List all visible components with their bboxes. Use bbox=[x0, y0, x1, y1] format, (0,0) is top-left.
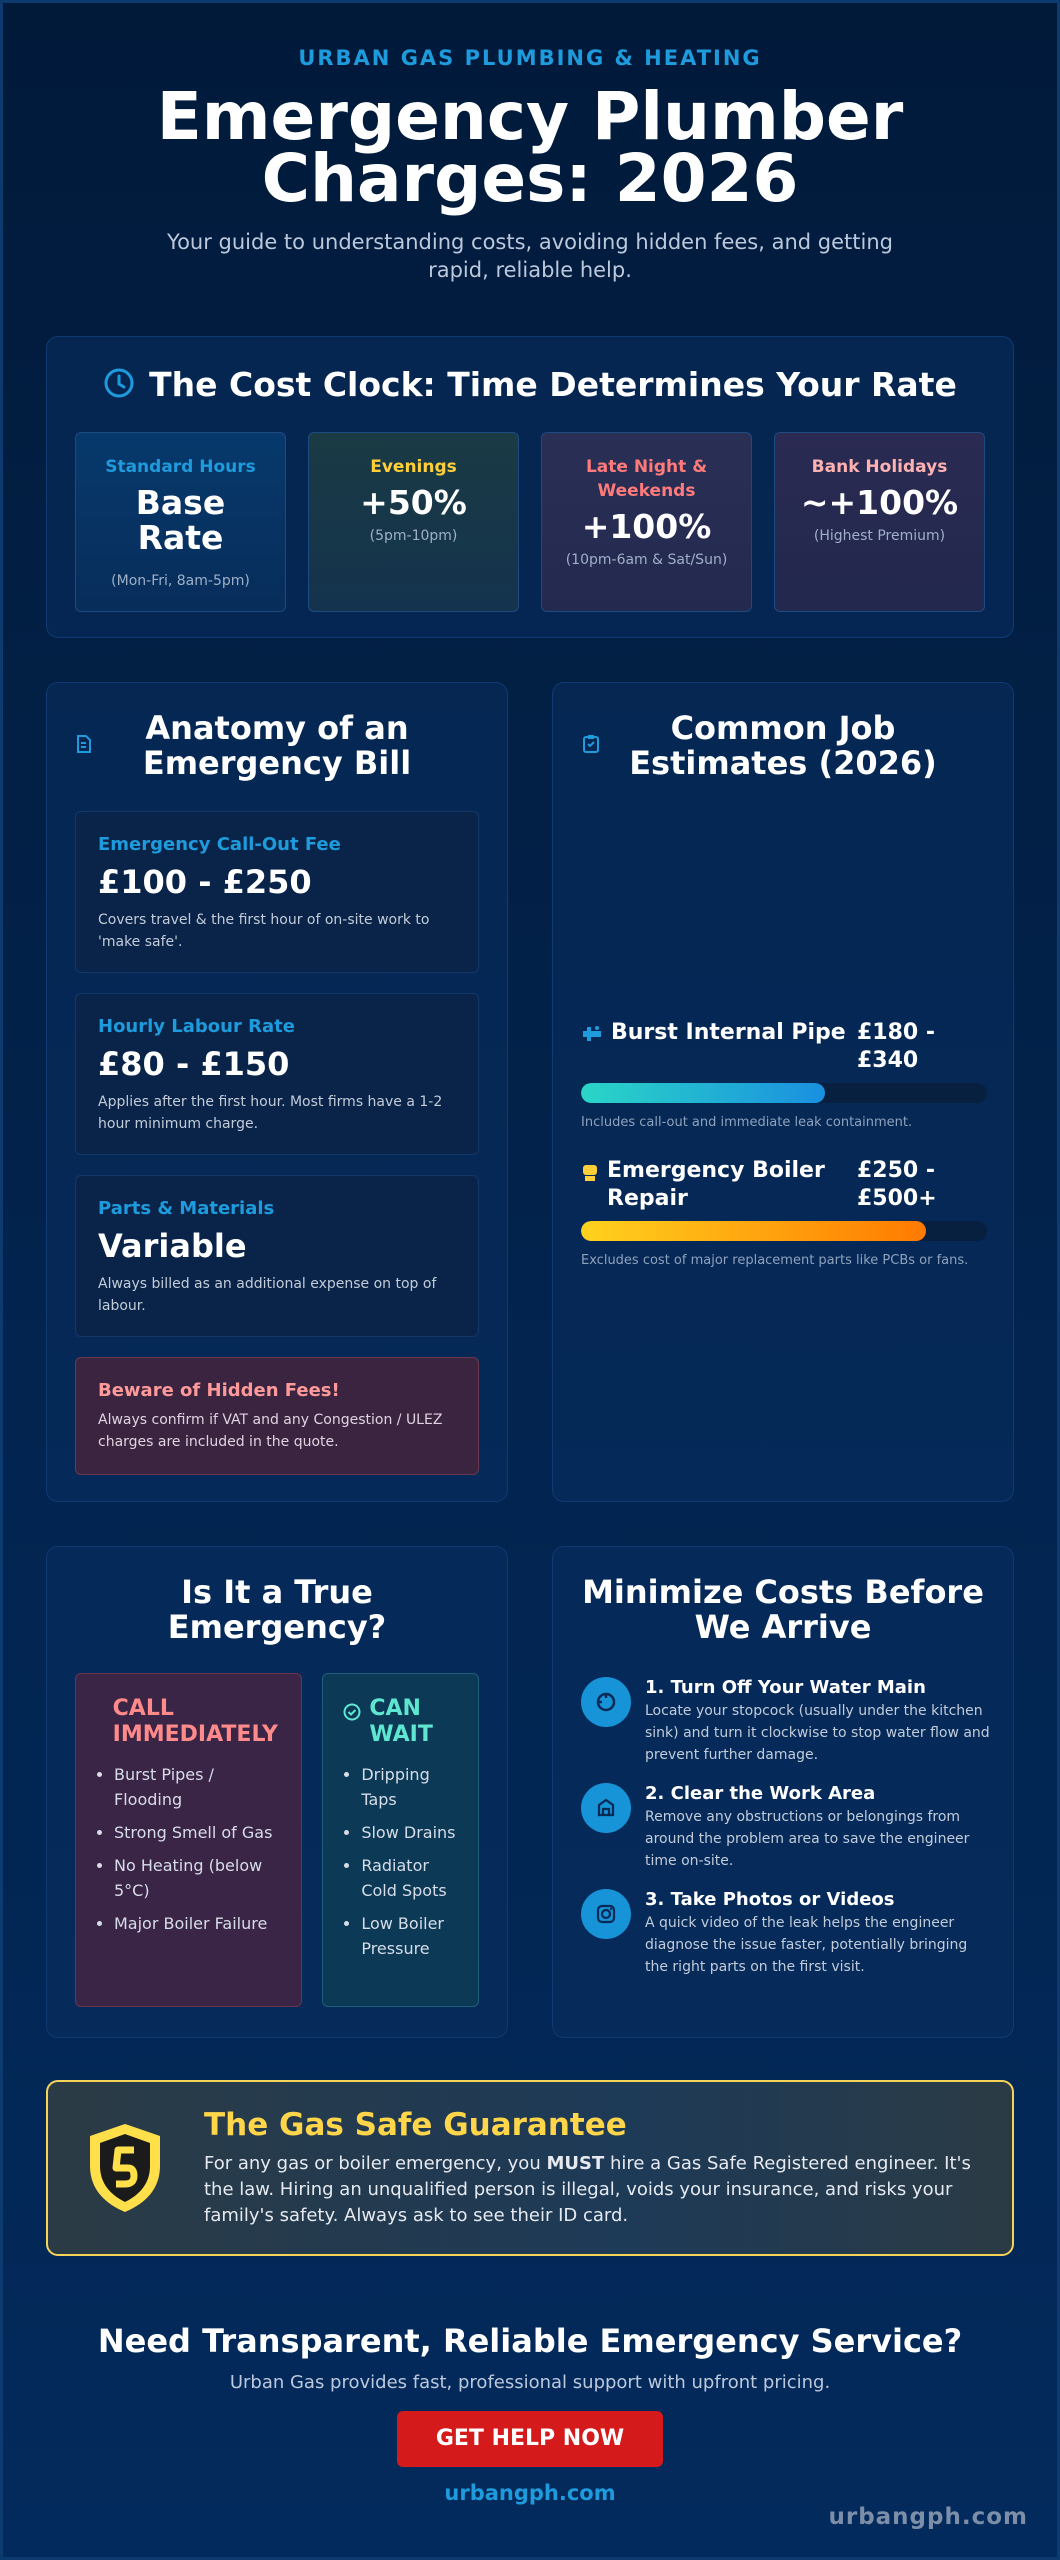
tier-standard bbox=[75, 432, 286, 612]
job-estimate-burst-pipe bbox=[581, 1019, 987, 1130]
bill-item-desc: Always billed as an additional expense on top of labour. bbox=[98, 1276, 437, 1314]
job-cost-bar bbox=[581, 1083, 987, 1103]
page-subtitle: Your guide to understanding costs, avoiding hidden fees, and getting rapid, reliable help. bbox=[167, 230, 893, 282]
cost-clock-title: The Cost Clock: Time Determines Your Rate bbox=[149, 365, 957, 404]
tier-late-night bbox=[541, 432, 752, 612]
clock-icon bbox=[103, 367, 135, 403]
bill-item-labour bbox=[75, 993, 479, 1155]
bill-item-parts bbox=[75, 1175, 479, 1337]
tip-clear-area bbox=[581, 1783, 991, 1872]
job-name: Emergency Boiler Repair bbox=[607, 1158, 825, 1211]
true-emergency-title: Is It a True Emergency? bbox=[167, 1573, 387, 1646]
tier-sub: (5pm-10pm) bbox=[369, 528, 458, 544]
list-item: • Major Boiler Failure bbox=[114, 1911, 281, 1936]
page-title: Emergency Plumber Charges: 2026 bbox=[156, 78, 904, 217]
job-note: Includes call-out and immediate leak containment. bbox=[581, 1115, 913, 1130]
bill-anatomy-section bbox=[46, 682, 508, 1502]
job-cost-bar-fill bbox=[581, 1221, 926, 1241]
boiler-icon bbox=[581, 1163, 599, 1187]
page-header bbox=[0, 0, 1060, 284]
pipe-icon bbox=[581, 1025, 603, 1047]
can-wait-label: CAN WAIT bbox=[369, 1696, 433, 1747]
get-help-button[interactable]: GET HELP NOW bbox=[397, 2411, 663, 2467]
list-item: • Burst Pipes / Flooding bbox=[114, 1762, 281, 1812]
minimize-costs-title: Minimize Costs Before We Arrive bbox=[582, 1573, 984, 1646]
job-estimate-boiler-repair bbox=[581, 1157, 987, 1268]
cta-section bbox=[0, 2322, 1060, 2505]
brand-name: URBAN GAS PLUMBING & HEATING bbox=[298, 46, 762, 70]
tip-turn-off-water bbox=[581, 1677, 991, 1766]
tip-desc: Remove any obstructions or belongings from around the problem area to save the engineer time on-site. bbox=[645, 1809, 970, 1869]
bill-item-label: Parts & Materials bbox=[98, 1198, 275, 1219]
bill-item-desc: Covers travel & the first hour of on-site work to 'make safe'. bbox=[98, 912, 430, 950]
hidden-fees-warning bbox=[75, 1357, 479, 1475]
valve-icon bbox=[581, 1677, 631, 1727]
box-icon bbox=[581, 1783, 631, 1833]
tip-desc: Locate your stopcock (usually under the kitchen sink) and turn it clockwise to stop water flow and prevent further damage. bbox=[645, 1703, 990, 1763]
tier-value: ~+100% bbox=[800, 483, 959, 522]
guarantee-text: For any gas or boiler emergency, you MUST hire a Gas Safe Registered engineer. It's the law. Hiring an unqualified person is illegal, voids your insurance, and risks your family's safety. Always ask to see their ID card. bbox=[204, 2153, 971, 2226]
tip-title: 2. Clear the Work Area bbox=[645, 1783, 876, 1804]
tier-value: +100% bbox=[581, 507, 712, 546]
job-price: £180 - £340 bbox=[857, 1020, 936, 1073]
bill-anatomy-title: Anatomy of an Emergency Bill bbox=[142, 709, 412, 782]
tier-bank-holidays bbox=[774, 432, 985, 612]
tier-name: Evenings bbox=[370, 457, 457, 477]
warning-desc: Always confirm if VAT and any Congestion / ULEZ charges are included in the quote. bbox=[98, 1412, 443, 1450]
list-item: • Slow Drains bbox=[361, 1820, 458, 1845]
job-cost-bar bbox=[581, 1221, 987, 1241]
list-item: • No Heating (below 5°C) bbox=[114, 1853, 281, 1903]
true-emergency-section bbox=[46, 1546, 508, 2038]
warning-label: Beware of Hidden Fees! bbox=[98, 1380, 340, 1401]
tier-name: Bank Holidays bbox=[811, 457, 948, 477]
tier-sub: (10pm-6am & Sat/Sun) bbox=[565, 552, 728, 568]
call-immediately-column bbox=[75, 1673, 302, 2007]
cta-subtitle: Urban Gas provides fast, professional support with upfront pricing. bbox=[229, 2372, 831, 2393]
cost-clock-section bbox=[46, 336, 1014, 638]
job-price: £250 - £500+ bbox=[857, 1158, 937, 1211]
bill-item-callout bbox=[75, 811, 479, 973]
watermark: urbangph.com bbox=[828, 2504, 1028, 2530]
tier-sub: (Mon-Fri, 8am-5pm) bbox=[111, 573, 250, 589]
job-estimates-title: Common Job Estimates (2026) bbox=[629, 709, 937, 782]
tier-sub: (Highest Premium) bbox=[813, 528, 946, 544]
tip-title: 3. Take Photos or Videos bbox=[645, 1889, 895, 1910]
job-note: Excludes cost of major replacement parts like PCBs or fans. bbox=[581, 1253, 969, 1268]
bill-item-value: Variable bbox=[98, 1227, 247, 1265]
guarantee-title: The Gas Safe Guarantee bbox=[204, 2107, 627, 2143]
camera-icon bbox=[581, 1889, 631, 1939]
guarantee-emphasis: MUST bbox=[546, 2153, 605, 2174]
website-link[interactable]: urbangph.com bbox=[444, 2481, 616, 2505]
can-wait-column bbox=[322, 1673, 479, 2007]
cta-title: Need Transparent, Reliable Emergency Service? bbox=[97, 2322, 963, 2360]
gas-safe-guarantee bbox=[46, 2080, 1014, 2256]
list-item: • Dripping Taps bbox=[361, 1762, 458, 1812]
list-item: • Low Boiler Pressure bbox=[361, 1911, 458, 1961]
tier-name: Late Night & Weekends bbox=[585, 457, 708, 501]
minimize-costs-section bbox=[552, 1546, 1014, 2038]
tier-value: +50% bbox=[360, 483, 467, 522]
bill-item-label: Hourly Labour Rate bbox=[98, 1016, 295, 1037]
job-estimates-section bbox=[552, 682, 1014, 1502]
tip-title: 1. Turn Off Your Water Main bbox=[645, 1677, 926, 1698]
bill-item-value: £80 - £150 bbox=[98, 1045, 290, 1083]
job-cost-bar-fill bbox=[581, 1083, 825, 1103]
tier-evenings bbox=[308, 432, 519, 612]
call-immediately-label: CALL IMMEDIATELY bbox=[112, 1696, 278, 1747]
check-circle-icon bbox=[343, 1702, 361, 1728]
gas-safe-shield-icon bbox=[86, 2120, 164, 2216]
list-item: • Strong Smell of Gas bbox=[114, 1820, 281, 1845]
job-name: Burst Internal Pipe bbox=[611, 1020, 846, 1045]
bill-item-value: £100 - £250 bbox=[98, 863, 312, 901]
clipboard-check-icon bbox=[581, 734, 603, 758]
tier-value: Base Rate bbox=[135, 483, 226, 557]
list-item: • Radiator Cold Spots bbox=[361, 1853, 458, 1903]
bill-item-desc: Applies after the first hour. Most firms have a 1-2 hour minimum charge. bbox=[98, 1094, 443, 1132]
call-immediately-list bbox=[96, 1762, 281, 1936]
tier-name: Standard Hours bbox=[105, 457, 256, 477]
tip-take-photos bbox=[581, 1889, 991, 1978]
bill-item-label: Emergency Call-Out Fee bbox=[98, 834, 341, 855]
can-wait-list bbox=[343, 1762, 458, 1961]
invoice-icon bbox=[75, 734, 97, 758]
tip-desc: A quick video of the leak helps the engineer diagnose the issue faster, potentially bringing the right parts on the first visit. bbox=[645, 1915, 968, 1975]
